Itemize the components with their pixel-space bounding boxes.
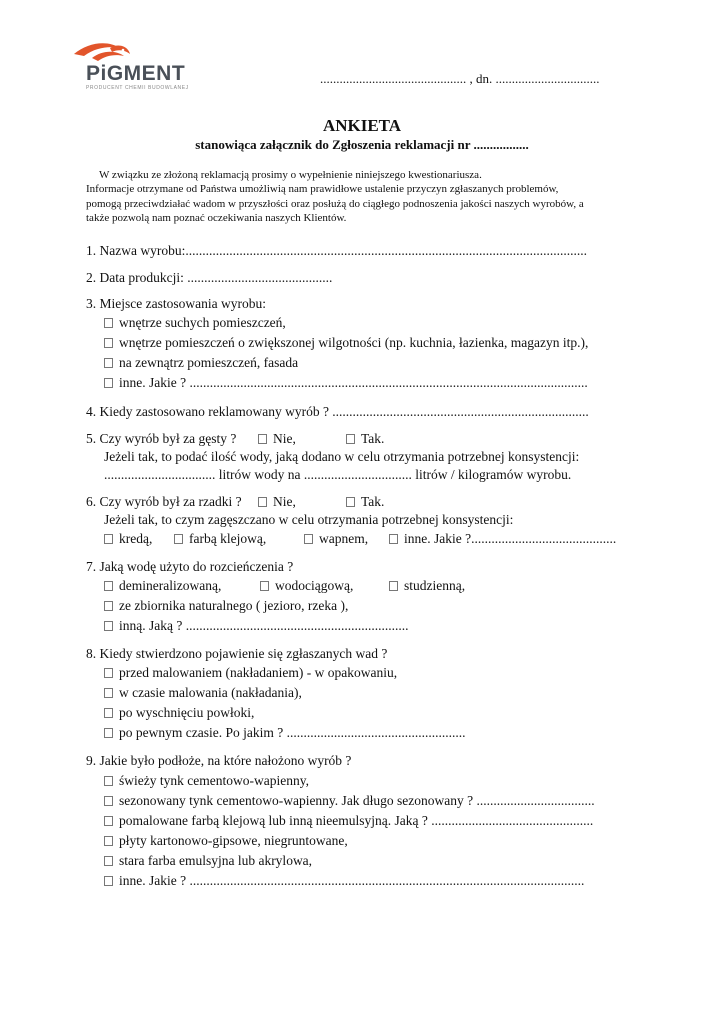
intro-line-3: pomogą przeciwdziałać wadom w przyszłości oraz posłużą do ciągłego podnoszenia jakości naszych wyrobów, a [86,198,584,210]
checkbox-icon[interactable] [104,621,113,631]
q7-option-well[interactable]: studzienną, [389,578,465,594]
q6-option-yes[interactable]: Tak. [346,494,384,510]
q9-option-3[interactable]: pomalowane farbą klejową lub inną nieemulsyjną. Jaką ? ................................................ [104,813,593,829]
q7-option-tap[interactable]: wodociągową, [260,578,353,594]
q1-product-name[interactable]: 1. Nazwa wyrobu:....................................................................................................................... [86,243,587,258]
q8-option-1[interactable]: przed malowaniem (nakładaniem) - w opakowaniu, [104,665,397,681]
intro-line-4: także pozwolą nam poznać oczekiwania naszych Klientów. [86,212,347,224]
checkbox-icon[interactable] [260,581,269,591]
q6-option-glue-paint[interactable]: farbą klejową, [174,531,266,547]
q9-label: 9. Jakie było podłoże, na które nałożono wyrób ? [86,753,352,768]
q7-option-demineralized[interactable]: demineralizowaną, [104,578,221,594]
document-title: ANKIETA [322,116,402,135]
q8-label: 8. Kiedy stwierdzono pojawienie się zgłaszanych wad ? [86,646,388,661]
checkbox-icon[interactable] [104,378,113,388]
q3-option-4[interactable]: inne. Jakie ? ...................................................................................................................... [104,375,588,391]
q7-label: 7. Jaką wodę użyto do rozcieńczenia ? [86,559,294,574]
checkbox-icon[interactable] [104,688,113,698]
q5-detail-text: Jeżeli tak, to podać ilość wody, jaką dodano w celu otrzymania potrzebnej konsystencji: [104,449,580,464]
q5-option-yes[interactable]: Tak. [346,431,384,447]
q6-label: 6. Czy wyrób był za rzadki ? [86,494,242,509]
checkbox-icon[interactable] [258,497,267,507]
checkbox-icon[interactable] [104,816,113,826]
q7-option-natural[interactable]: ze zbiornika naturalnego ( jezioro, rzeka ), [104,598,348,614]
q6-option-other[interactable]: inne. Jakie ?........................................... [389,531,616,547]
q4-application-date[interactable]: 4. Kiedy zastosowano reklamowany wyrób ? ............................................................................ [86,404,589,419]
checkbox-icon[interactable] [104,318,113,328]
q7-option-other[interactable]: inną. Jaką ? .................................................................. [104,618,408,634]
q3-option-3[interactable]: na zewnątrz pomieszczeń, fasada [104,355,298,371]
checkbox-icon[interactable] [304,534,313,544]
checkbox-icon[interactable] [104,836,113,846]
q8-option-3[interactable]: po wyschnięciu powłoki, [104,705,254,721]
q3-option-1[interactable]: wnętrze suchych pomieszczeń, [104,315,286,331]
intro-line-2: Informacje otrzymane od Państwa umożliwią nam prawidłowe ustalenie przyczyn zgłaszanych problemów, [86,183,559,195]
q9-option-1[interactable]: świeży tynk cementowo-wapienny, [104,773,309,789]
q8-option-4[interactable]: po pewnym czasie. Po jakim ? ..................................................... [104,725,465,741]
checkbox-icon[interactable] [104,796,113,806]
q5-label: 5. Czy wyrób był za gęsty ? [86,431,237,446]
checkbox-icon[interactable] [104,601,113,611]
q6-option-chalk[interactable]: kredą, [104,531,152,547]
checkbox-icon[interactable] [104,534,113,544]
checkbox-icon[interactable] [389,581,398,591]
checkbox-icon[interactable] [174,534,183,544]
checkbox-icon[interactable] [104,776,113,786]
brand-tagline: PRODUCENT CHEMII BUDOWLANEJ [86,85,189,91]
checkbox-icon[interactable] [346,434,355,444]
checkbox-icon[interactable] [258,434,267,444]
q8-option-2[interactable]: w czasie malowania (nakładania), [104,685,302,701]
q5-option-no[interactable]: Nie, [258,431,296,447]
q6-detail-text: Jeżeli tak, to czym zagęszczano w celu otrzymania potrzebnej konsystencji: [104,512,514,527]
q6-option-lime[interactable]: wapnem, [304,531,368,547]
q6-option-no[interactable]: Nie, [258,494,296,510]
q5-water-amount-field[interactable]: ................................. litrów wody na ................................ litrów / kilogramów wyrobu. [104,467,572,482]
q9-option-6[interactable]: inne. Jakie ? ..................................................................................................................... [104,873,584,889]
checkbox-icon[interactable] [104,668,113,678]
checkbox-icon[interactable] [104,581,113,591]
checkbox-icon[interactable] [346,497,355,507]
checkbox-icon[interactable] [389,534,398,544]
checkbox-icon[interactable] [104,856,113,866]
checkbox-icon[interactable] [104,338,113,348]
intro-line-1: W związku ze złożoną reklamacją prosimy o wypełnienie niniejszego kwestionariusza. [99,169,482,181]
q3-label: 3. Miejsce zastosowania wyrobu: [86,296,266,311]
q2-production-date[interactable]: 2. Data produkcji: ........................................... [86,270,333,285]
checkbox-icon[interactable] [104,876,113,886]
q9-option-4[interactable]: płyty kartonowo-gipsowe, niegruntowane, [104,833,348,849]
place-date-field[interactable]: ............................................. , dn. ................................ [320,71,600,86]
checkbox-icon[interactable] [104,728,113,738]
checkbox-icon[interactable] [104,708,113,718]
checkbox-icon[interactable] [104,358,113,368]
brand-name: PiGMENT [86,62,186,85]
document-subtitle: stanowiąca załącznik do Zgłoszenia reklamacji nr ................. [195,137,529,152]
q9-option-5[interactable]: stara farba emulsyjna lub akrylowa, [104,853,312,869]
q9-option-2[interactable]: sezonowany tynk cementowo-wapienny. Jak długo sezonowany ? ................................... [104,793,595,809]
q3-option-2[interactable]: wnętrze pomieszczeń o zwiększonej wilgotności (np. kuchnia, łazienka, magazyn itp.), [104,335,588,351]
